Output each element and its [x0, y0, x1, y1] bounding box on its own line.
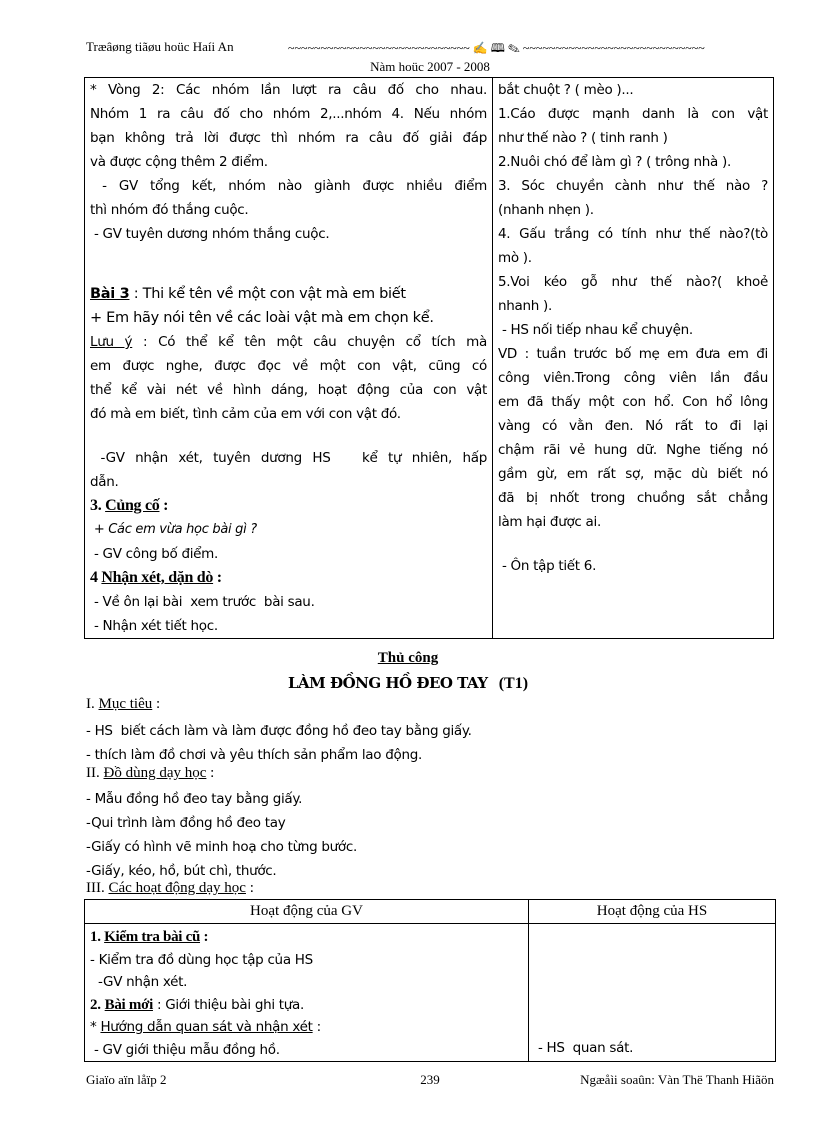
- text-line: vàng có vằn đen. Nó rất to đi lại: [498, 418, 768, 434]
- lesson-title: [0, 673, 816, 693]
- page-number: 239: [420, 1072, 440, 1087]
- text-line: * Vòng 2: Các nhóm lần lượt ra câu đố cho nhau.: [90, 82, 487, 98]
- text-line: đã bị nhốt trong chuồng sắt chẳng: [498, 490, 768, 506]
- heading-number: 1.: [90, 929, 101, 945]
- student-activities: [529, 924, 776, 1062]
- text-line: chậm rãi vẻ hung dữ. Nghe tiếng nó: [498, 442, 768, 458]
- section-materials-heading: [86, 765, 214, 782]
- section-number: II.: [86, 765, 100, 781]
- consolidation-heading: [90, 494, 487, 518]
- heading-number: 2.: [90, 996, 101, 1013]
- section-number: III.: [86, 880, 105, 896]
- review-heading: [90, 566, 487, 590]
- subject-title: Thủ công: [377, 650, 439, 666]
- guide-colon: :: [312, 1019, 321, 1035]
- list-item: - thích làm đồ chơi và yêu thích sản phẩm lao động.: [86, 747, 422, 763]
- teacher-column: [85, 78, 493, 639]
- review-heading: [90, 926, 523, 949]
- header-ornament: ~~~~~~~~~~~~~~~~~~~~~~~~~~~~ ✍ 🕮 ✎ ~~~~~~~~~~~~~~~~~~~~~~~~~~~~: [288, 41, 705, 55]
- exercise-3-label: Bài 3: [90, 286, 130, 302]
- text-line: - GV tổng kết, nhóm nào giành được nhiều điểm: [90, 178, 487, 194]
- section-colon: :: [210, 765, 215, 781]
- heading-colon: :: [216, 569, 222, 586]
- heading-title: Kiểm tra bài cũ: [104, 929, 201, 945]
- section-objectives-heading: [86, 696, 160, 713]
- text-line: 4. Gấu trắng có tính như thế nào?(tò: [498, 226, 768, 242]
- guide-line: [90, 1016, 523, 1039]
- blank-line: [90, 426, 487, 446]
- text-line: -GV nhận xét, tuyên dương HS kể tự nhiên, hấp: [90, 450, 487, 466]
- text-line: đó mà em biết, tình cảm của em với con vật đó.: [90, 406, 401, 422]
- heading-title: Bài mới: [104, 996, 153, 1013]
- lesson-title-text: LÀM ĐỒNG HỒ ĐEO TAY: [287, 674, 488, 692]
- heading-title: Nhận xét, dặn dò: [101, 569, 214, 586]
- guide-title: Hướng dẫn quan sát và nhận xét: [100, 1019, 313, 1035]
- list-item: - Mẫu đồng hồ đeo tay bằng giấy.: [86, 791, 303, 807]
- heading-number: 4: [90, 569, 98, 586]
- section-colon: :: [156, 696, 161, 712]
- text-line: 5.Voi kéo gỗ như thế nào?( khoẻ: [498, 274, 768, 290]
- text-line: - HS quan sát.: [534, 1040, 634, 1056]
- student-column: [493, 78, 774, 639]
- heading-number: 3.: [90, 497, 102, 514]
- text-line: và được cộng thêm 2 điểm.: [90, 154, 268, 170]
- list-item: -Giấy, kéo, hồ, bút chì, thước.: [86, 863, 277, 879]
- text-line: 3. Sóc chuyền cành như thế nào ?: [498, 178, 768, 194]
- heading-colon: :: [203, 929, 209, 945]
- teacher-activities: [85, 924, 529, 1062]
- text-line: 1.Cáo được mạnh danh là con vật: [498, 106, 768, 122]
- text-line: VD : tuần trước bố mẹ em đưa em đi: [498, 346, 768, 362]
- exercise-3-text: : Thi kể tên về một con vật mà em biết: [133, 286, 406, 302]
- col-header-student: Hoạt động của HS: [529, 900, 776, 924]
- list-item: - HS biết cách làm và làm được đồng hồ đeo tay bằng giấy.: [86, 723, 472, 739]
- text-line: bắt chuột ? ( mèo )...: [498, 82, 634, 98]
- note-label: Lưu ý: [90, 334, 133, 350]
- list-item: -Qui trình làm đồng hồ đeo tay: [86, 815, 286, 831]
- text-line: bạn không trả lời được thì nhóm ra câu đố giải đáp: [90, 130, 487, 146]
- text-line: - Kiểm tra đồ dùng học tập của HS: [90, 951, 313, 968]
- text-line: công viên.Trong công viên lần đầu: [498, 370, 768, 386]
- school-name: Træâøng tiãøu hoüc Haíi An: [86, 39, 234, 54]
- text-line: - Về ôn lại bài xem trước bài sau.: [90, 594, 315, 610]
- text-line: nhanh ).: [498, 298, 552, 314]
- objectives-list: [86, 719, 472, 767]
- text-line: thì nhóm đó thắng cuộc.: [90, 202, 249, 218]
- section-activities-heading: [86, 880, 254, 897]
- text-line: - Ôn tập tiết 6.: [498, 558, 597, 574]
- heading-title: Củng cố: [105, 497, 160, 514]
- text-line: (nhanh nhẹn ).: [498, 202, 594, 218]
- text-line: gầm gừ, em rất sợ, mặc dù biết nó: [498, 466, 768, 482]
- text-line: em được nghe, được đọc về một con vật, cũng có: [90, 358, 487, 374]
- text-line: - GV tuyên dương nhóm thắng cuộc.: [90, 226, 330, 242]
- text-line: 2.Nuôi chó để làm gì ? ( trông nhà ).: [498, 154, 731, 170]
- text-line: - GV công bố điểm.: [90, 546, 219, 562]
- new-lesson-line: [90, 994, 523, 1017]
- section-title: Mục tiêu: [98, 696, 153, 712]
- note-text: : Có thể kể tên một câu chuyện cổ tích mà: [143, 334, 487, 350]
- exercise-3-line: [90, 282, 487, 306]
- section-number: I.: [86, 696, 95, 712]
- heading-text: : Giới thiệu bài ghi tựa.: [156, 996, 305, 1013]
- section-title: Các hoạt động dạy học: [108, 880, 246, 896]
- bullet-star: *: [90, 1019, 101, 1035]
- text-line: như thế nào ? ( tinh ranh ): [498, 130, 668, 146]
- text-line: - GV giới thiệu mẫu đồng hồ.: [90, 1041, 280, 1058]
- footer-right: Ngæåìi soaûn: Vàn Thë Thanh Hiãön: [580, 1072, 774, 1087]
- text-line: + Em hãy nói tên về các loài vật mà em chọn kể.: [90, 310, 434, 326]
- list-item: -Giấy có hình vẽ minh hoạ cho từng bước.: [86, 839, 357, 855]
- activity-table-continued: [84, 77, 774, 639]
- note-line: [90, 330, 487, 354]
- blank-line: [498, 534, 768, 554]
- text-line: thể kể vài nét về hình dáng, hoạt động của con vật: [90, 382, 487, 398]
- text-line: em đã thấy một con hổ. Con hổ lông: [498, 394, 768, 410]
- blank-line: [90, 246, 487, 270]
- materials-list: [86, 787, 357, 883]
- text-line: - Nhận xét tiết học.: [90, 618, 218, 634]
- text-line: dẫn.: [90, 474, 119, 490]
- activity-table: [84, 899, 776, 1062]
- footer-left: Giaïo aïn låïp 2: [86, 1072, 167, 1087]
- text-line: mò ).: [498, 250, 532, 266]
- blank-line: [90, 270, 487, 282]
- text-line: làm hại được ai.: [498, 514, 601, 530]
- school-year: Nàm hoüc 2007 - 2008: [370, 59, 490, 74]
- col-header-teacher: Hoạt động của GV: [85, 900, 529, 924]
- section-colon: :: [249, 880, 254, 896]
- heading-colon: :: [163, 497, 169, 514]
- text-line: Nhóm 1 ra câu đố cho nhóm 2,...nhóm 4. Nếu nhóm: [90, 106, 487, 122]
- text-line: + Các em vừa học bài gì ?: [90, 522, 257, 537]
- section-title: Đồ dùng dạy học: [103, 765, 207, 781]
- text-line: - HS nối tiếp nhau kể chuyện.: [498, 322, 693, 338]
- text-line: -GV nhận xét.: [90, 974, 188, 990]
- lesson-part: (T1): [498, 675, 529, 692]
